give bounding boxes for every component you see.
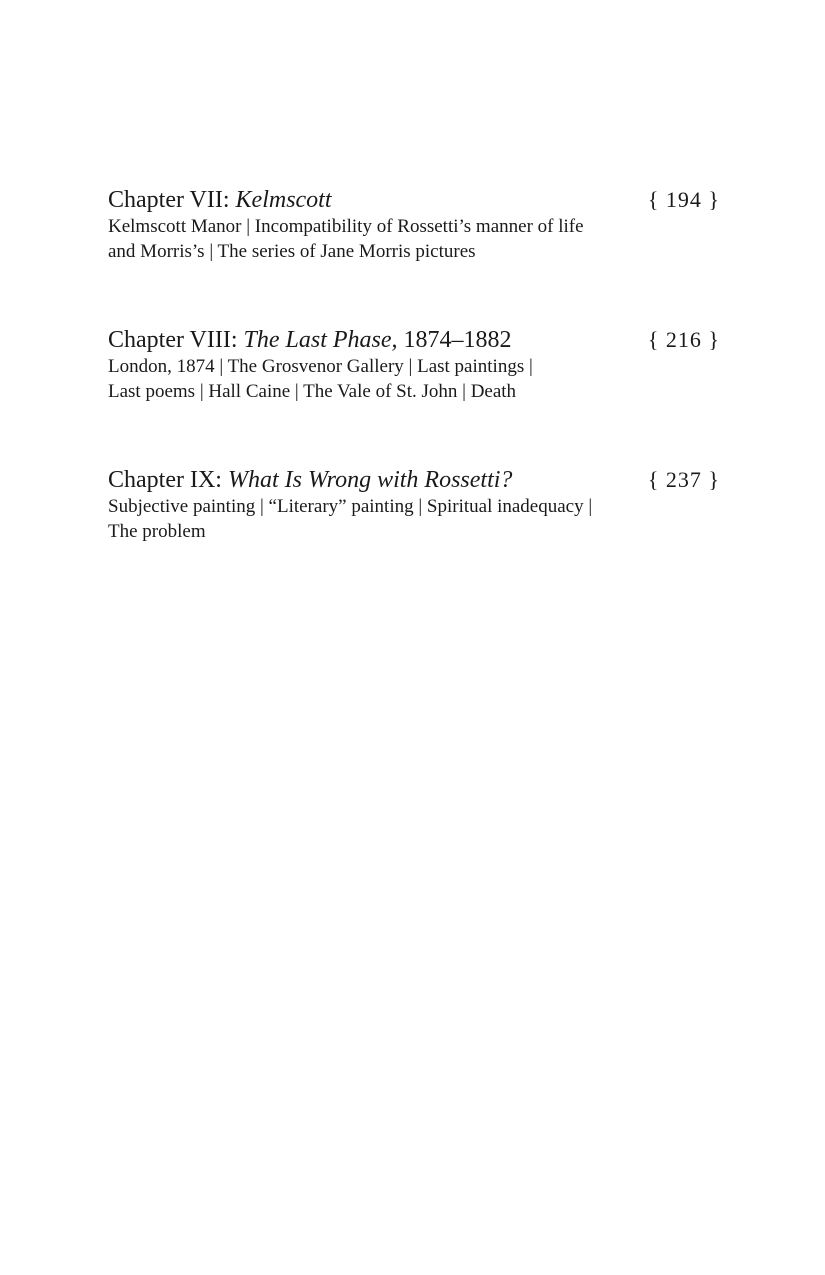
summary-line: and Morris’s | The series of Jane Morris pictures xyxy=(108,241,476,262)
chapter-subtitle: The Last Phase, xyxy=(243,327,398,353)
summary-line: Last poems | Hall Caine | The Vale of St. John | Death xyxy=(108,381,517,402)
chapter-subtitle: What Is Wrong with Rossetti? xyxy=(227,467,513,493)
chapter-subtitle: Kelmscott xyxy=(235,187,332,213)
summary-line: London, 1874 | The Grosvenor Gallery | Last paintings | xyxy=(108,356,533,377)
chapter-dates: 1874–1882 xyxy=(397,327,512,353)
chapter-summary xyxy=(108,354,588,404)
toc-entry-chapter-7 xyxy=(108,186,720,264)
chapter-title xyxy=(108,326,512,354)
page-number: { 194 } xyxy=(647,187,720,212)
chapter-label: Chapter IX: xyxy=(108,467,228,493)
table-of-contents xyxy=(108,186,720,606)
summary-line: Subjective painting | “Literary” painting | Spiritual inadequacy | xyxy=(108,496,593,517)
chapter-summary xyxy=(108,214,588,264)
toc-entry-heading xyxy=(108,326,720,354)
chapter-label: Chapter VII: xyxy=(108,187,236,213)
summary-line: The problem xyxy=(108,521,206,542)
toc-entry-heading xyxy=(108,186,720,214)
page-number: { 237 } xyxy=(647,467,720,492)
toc-entry-chapter-8 xyxy=(108,326,720,404)
page-number: { 216 } xyxy=(647,327,720,352)
chapter-title xyxy=(108,466,512,494)
summary-line: Kelmscott Manor | Incompatibility of Rossetti’s manner of life xyxy=(108,216,584,237)
toc-entry-heading xyxy=(108,466,720,494)
chapter-label: Chapter VIII: xyxy=(108,327,244,353)
chapter-summary xyxy=(108,494,593,544)
toc-entry-chapter-9 xyxy=(108,466,720,544)
chapter-title xyxy=(108,186,332,214)
